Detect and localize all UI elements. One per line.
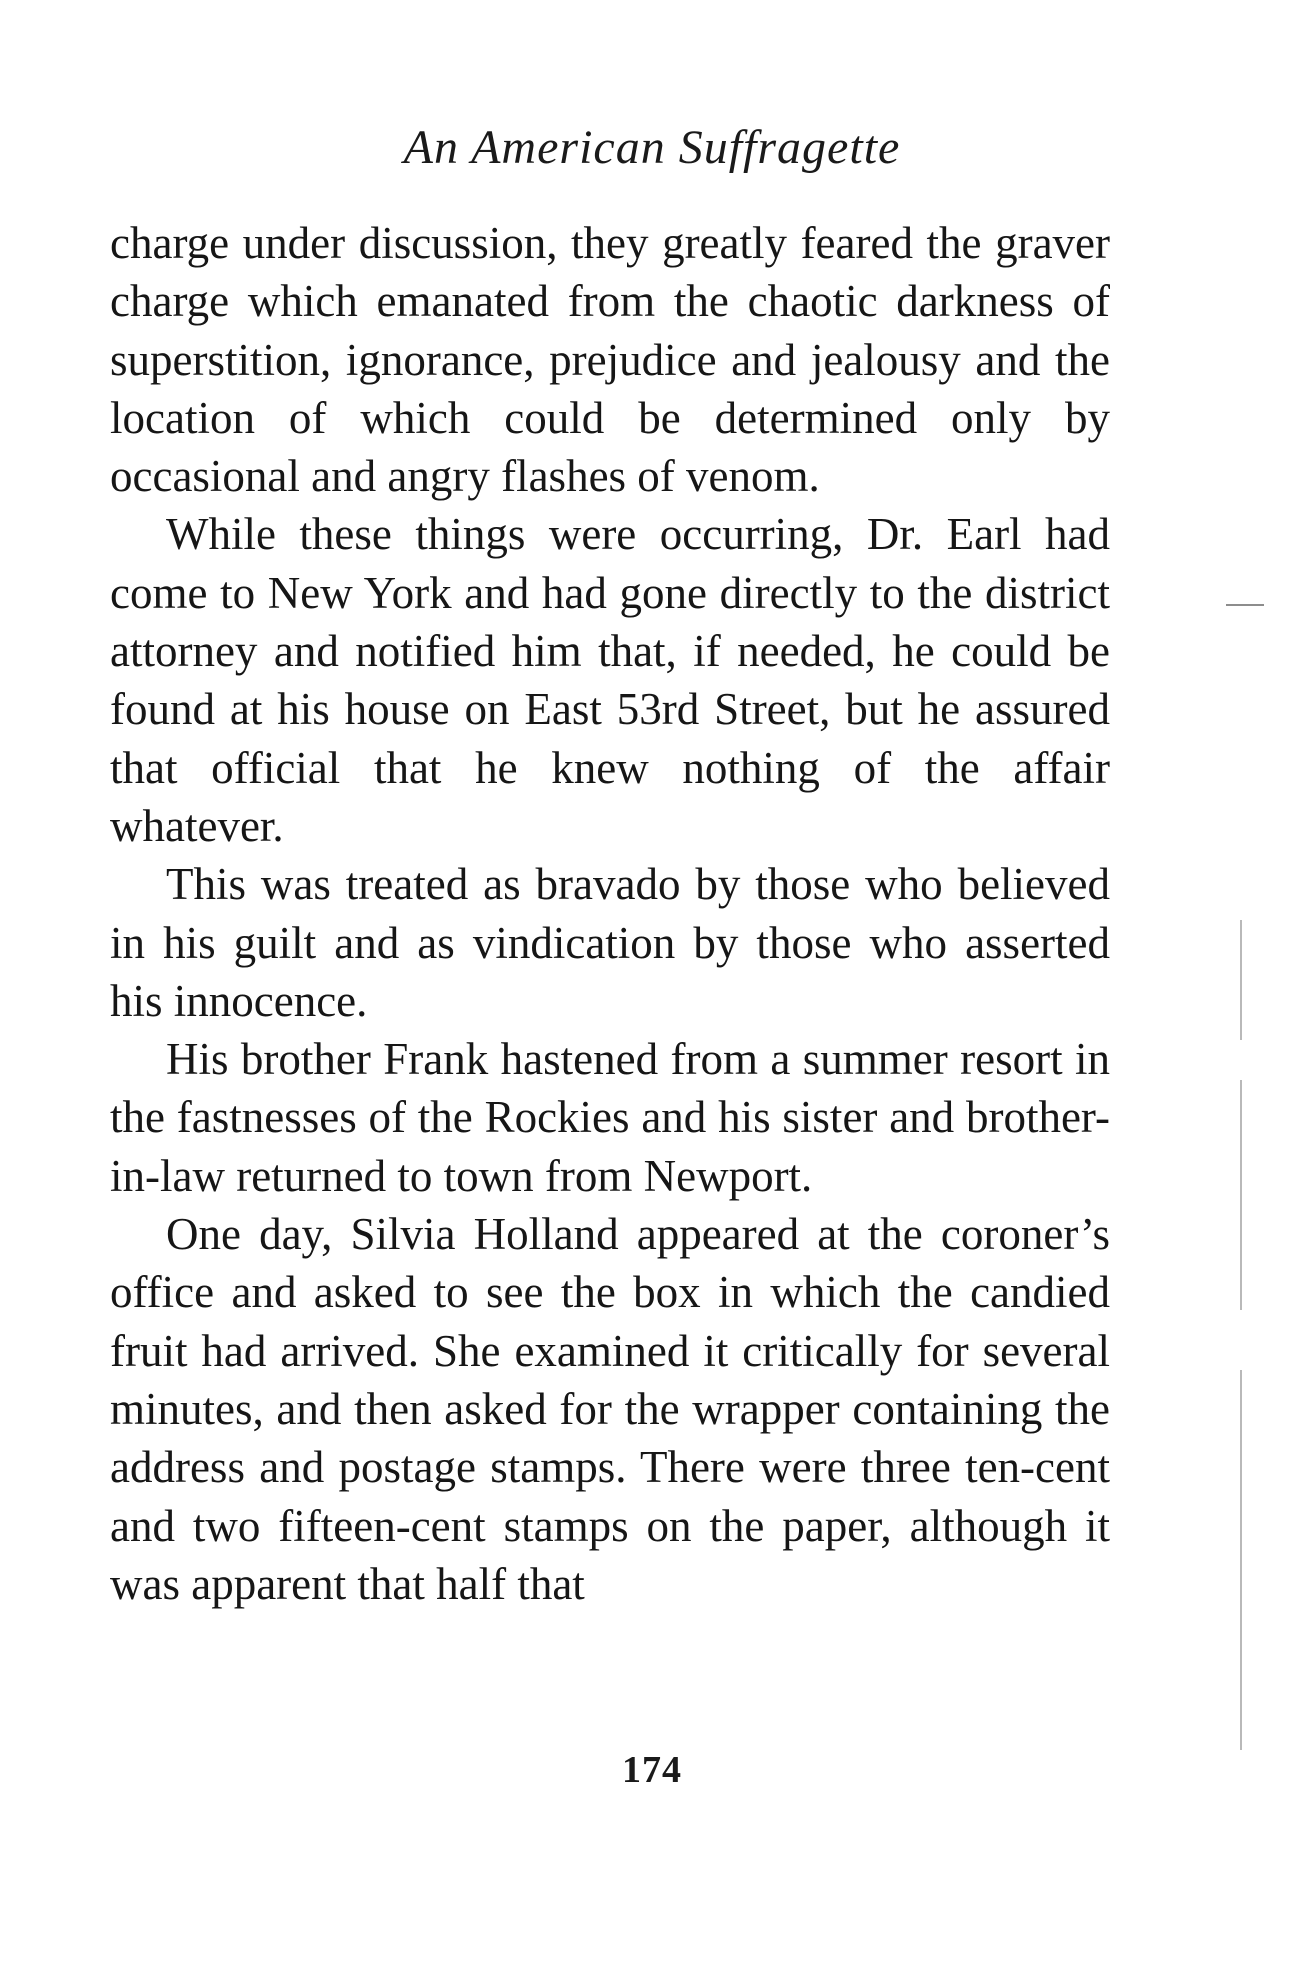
paragraph-4: His brother Frank hastened from a summer resort in the fastnesses of the Rockies and his sister and brother-in-law returned to town from Newport. [110, 1034, 1110, 1201]
paragraph-3: This was treated as bravado by those who believed in his guilt and as vindication by those who asserted his innocence. [110, 859, 1110, 1026]
page-body [110, 214, 1110, 1613]
edge-shadow-mark [1240, 920, 1242, 1040]
running-head-title: An American Suffragette [403, 121, 901, 174]
paragraph-2: While these things were occurring, Dr. Earl had come to New York and had gone directly to the district attorney and notified him that, if needed, he could be found at his house on East 53rd Street, but he assured that official that he knew nothing of the affair whatever. [110, 509, 1110, 851]
edge-shadow-mark [1240, 1080, 1242, 1310]
page-number: 174 [622, 1749, 682, 1791]
paragraph-5: One day, Silvia Holland appeared at the coroner’s office and asked to see the box in which the candied fruit had arrived. She examined it critically for several minutes, and then asked for the wrapper containing the address and postage stamps. There were three ten-cent and two fifteen-cent stamps on the paper, although it was apparent that half that [110, 1209, 1110, 1609]
edge-shadow-mark [1240, 1370, 1242, 1750]
margin-dash-mark [1226, 604, 1264, 606]
paragraph-1: charge under discussion, they greatly feared the graver charge which emanated from the chaotic darkness of superstition, ignorance, prejudice and jealousy and the location of which could be determined only by occasional and angry flashes of venom. [110, 218, 1110, 502]
